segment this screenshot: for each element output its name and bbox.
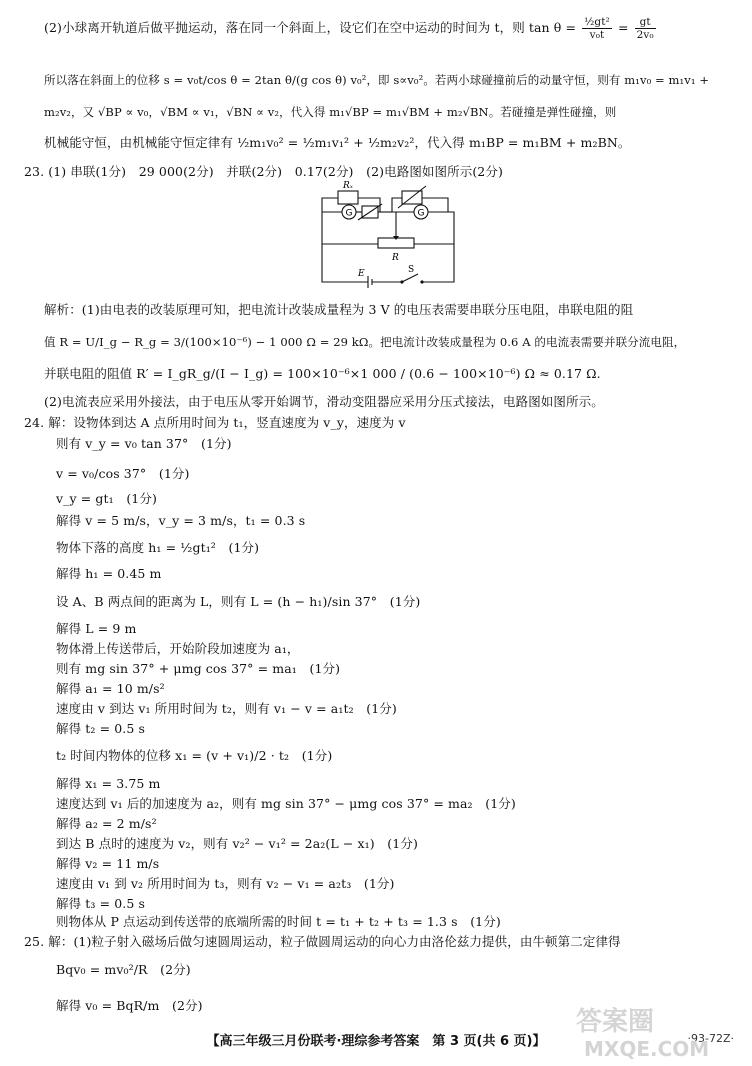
question-23-answer: 23. (1) 串联(1分) 29 000(2分) 并联(2分) 0.17(2分) (2)电路图如图所示(2分) bbox=[24, 164, 503, 179]
question-25-answer: 25. 解：(1)粒子射入磁场后做匀速圆周运动，粒子做圆周运动的向心力由洛伦兹力提供，由牛顿第二定律得 bbox=[24, 934, 621, 949]
label-rx: Rₓ bbox=[343, 181, 353, 191]
text-line: t₂ 时间内物体的位移 x₁ = (v + v₁)/2 · t₂ (1分) bbox=[56, 748, 333, 763]
text-line: 解得 v₂ = 11 m/s bbox=[56, 856, 160, 871]
text-line: v_y = gt₁ (1分) bbox=[56, 491, 157, 506]
text-line: 解得 L = 9 m bbox=[56, 621, 137, 636]
text-line: 速度达到 v₁ 后的加速度为 a₂，则有 mg sin 37° − μmg cos 37° = ma₂ (1分) bbox=[56, 796, 516, 811]
text-line: 物体滑上传送带后，开始阶段加速度为 a₁， bbox=[56, 641, 300, 656]
text-line: 到达 B 点时的速度为 v₂，则有 v₂² − v₁² = 2a₂(L − x₁) (1分) bbox=[56, 836, 418, 851]
text-line: 则有 v_y = v₀ tan 37° (1分) bbox=[56, 436, 232, 451]
question-24-answer: 24. 解：设物体到达 A 点所用时间为 t₁，竖直速度为 v_y，速度为 v bbox=[24, 415, 406, 430]
label-g1: G bbox=[345, 208, 353, 219]
text-line: 则有 mg sin 37° + μmg cos 37° = ma₁ (1分) bbox=[56, 661, 341, 676]
text-line: 速度由 v 到达 v₁ 所用时间为 t₂，则有 v₁ − v = a₁t₂ (1分) bbox=[56, 701, 397, 716]
text-line: m₂v₂，又 √BP ∝ v₀，√BM ∝ v₁，√BN ∝ v₂，代入得 m₁√BP = m₁√BM + m₂√BN。若碰撞是弹性碰撞，则 bbox=[44, 105, 617, 119]
text-line: v = v₀/cos 37° (1分) bbox=[56, 466, 190, 481]
svg-text:MXQE.COM: MXQE.COM bbox=[584, 1037, 710, 1061]
text-line: 解得 t₂ = 0.5 s bbox=[56, 721, 145, 736]
text-line: 解得 v = 5 m/s，v_y = 3 m/s，t₁ = 0.3 s bbox=[56, 513, 306, 528]
svg-text:答案圈: 答案圈 bbox=[576, 1007, 655, 1037]
text-line: 物体下落的高度 h₁ = ½gt₁² (1分) bbox=[56, 540, 260, 555]
text-line: 值 R = U/I_g − R_g = 3/(100×10⁻⁶) − 1 000 Ω = 29 kΩ。把电流计改装成量程为 0.6 A 的电流表需要并联分流电阻， bbox=[44, 335, 686, 349]
text-line: 解得 v₀ = BqR/m (2分) bbox=[56, 998, 203, 1013]
paper-code: ·93-72Z· bbox=[687, 1032, 734, 1045]
label-s: S bbox=[408, 265, 415, 275]
text-line: 并联电阻的阻值 R′ = I_gR_g/(I − I_g) = 100×10⁻⁶×1 000 / (0.6 − 100×10⁻⁶) Ω ≈ 0.17 Ω. bbox=[44, 366, 601, 381]
text-line: 解得 h₁ = 0.45 m bbox=[56, 566, 162, 581]
text-line: 机械能守恒，由机械能守恒定律有 ½m₁v₀² = ½m₁v₁² + ½m₂v₂²，代入得 m₁BP = m₁BM + m₂BN。 bbox=[44, 135, 631, 150]
text-line: 解得 a₂ = 2 m/s² bbox=[56, 816, 157, 831]
text-line: 设 A、B 两点间的距离为 L，则有 L = (h − h₁)/sin 37° (1分) bbox=[56, 594, 421, 609]
text-line: 速度由 v₁ 到 v₂ 所用时间为 t₃，则有 v₂ − v₁ = a₂t₃ (1分) bbox=[56, 876, 395, 891]
text-line: 解得 t₃ = 0.5 s bbox=[56, 896, 145, 911]
text-line: (2)电流表应采用外接法，由于电压从零开始调节，滑动变阻器应采用分压式接法，电路图如图所示。 bbox=[44, 394, 604, 409]
text-line: 解析：(1)由电表的改装原理可知，把电流计改装成量程为 3 V 的电压表需要串联分压电阻，串联电阻的阻 bbox=[44, 302, 634, 317]
text-line: Bqv₀ = mv₀²/R (2分) bbox=[56, 962, 191, 977]
text-line: 所以落在斜面上的位移 s = v₀t/cos θ = 2tan θ/(g cos θ) v₀²，即 s∝v₀²。若两小球碰撞前后的动量守恒，则有 m₁v₀ = m₁v₁ + bbox=[44, 73, 710, 87]
label-e: E bbox=[358, 269, 365, 279]
circuit-diagram bbox=[318, 178, 464, 296]
text-line: 则物体从 P 点运动到传送带的底端所需的时间 t = t₁ + t₂ + t₃ = 1.3 s (1分) bbox=[56, 914, 501, 929]
text-line: 解得 x₁ = 3.75 m bbox=[56, 776, 161, 791]
watermark-logo bbox=[562, 1000, 742, 1062]
label-g2: G bbox=[417, 208, 425, 219]
fraction: $\frac{\text{½gt²}}{\text{v₀t}}$ bbox=[584, 16, 610, 41]
fraction: $\frac{gt}{\text{2v₀}}$ bbox=[636, 16, 654, 41]
text-line: 解得 a₁ = 10 m/s² bbox=[56, 681, 165, 696]
text-line: (2)小球离开轨道后做平抛运动，落在同一个斜面上，设它们在空中运动的时间为 t，则 tan θ = $\frac{\text{½gt²}}{\text{v₀t}}$ = $\frac{gt}{\text{2v₀}}$ bbox=[44, 16, 654, 41]
label-r: R bbox=[392, 253, 399, 263]
page-footer: 【高三年级三月份联考·理综参考答案 第 3 页(共 6 页)】 bbox=[206, 1034, 546, 1049]
resistor-rx bbox=[338, 191, 358, 204]
